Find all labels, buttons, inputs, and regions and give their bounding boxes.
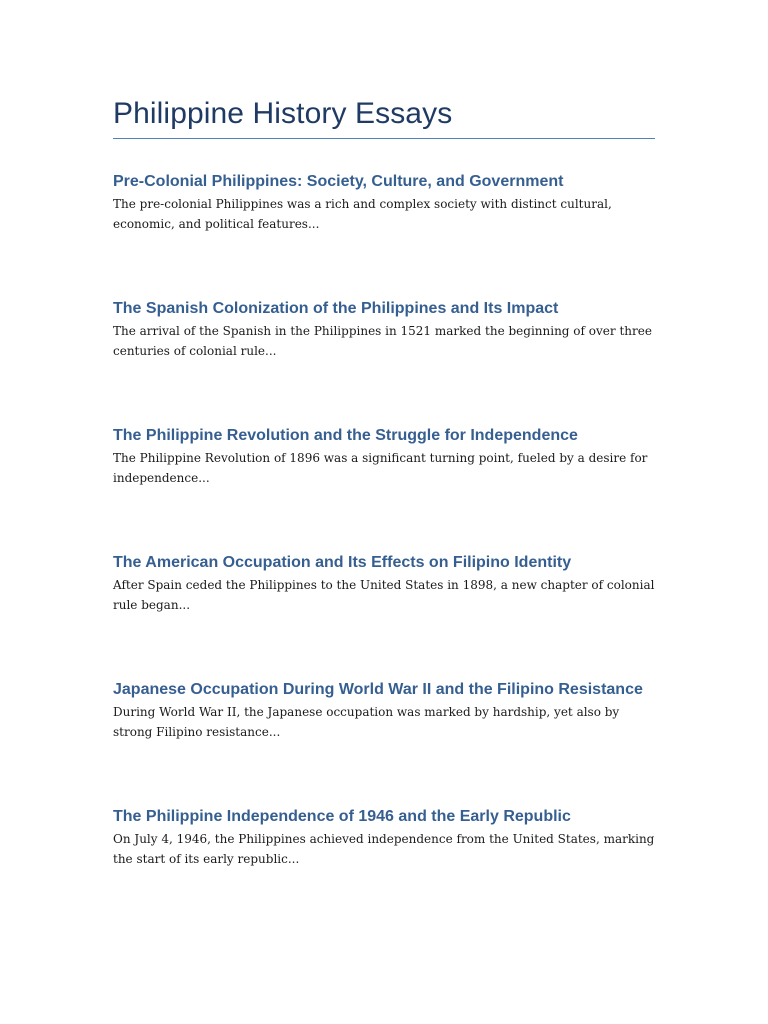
essay-heading: The Spanish Colonization of the Philippines and Its Impact <box>113 300 559 317</box>
essay-heading: Pre-Colonial Philippines: Society, Culture, and Government <box>113 173 564 190</box>
document-page <box>113 94 655 933</box>
essay-excerpt: During World War II, the Japanese occupation was marked by hardship, yet also by strong Filipino resistance... <box>113 705 620 739</box>
essay-item <box>113 552 655 679</box>
essay-excerpt: The pre-colonial Philippines was a rich and complex society with distinct cultural, economic, and political features... <box>113 197 612 231</box>
essay-heading: The Philippine Independence of 1946 and the Early Republic <box>113 808 571 825</box>
essay-heading: The American Occupation and Its Effects on Filipino Identity <box>113 554 572 571</box>
essay-excerpt: The arrival of the Spanish in the Philippines in 1521 marked the beginning of over three centuries of colonial rule... <box>113 324 652 358</box>
essay-excerpt: On July 4, 1946, the Philippines achieved independence from the United States, marking the start of its early republic... <box>113 832 655 866</box>
essay-item <box>113 679 655 806</box>
essay-excerpt: The Philippine Revolution of 1896 was a significant turning point, fueled by a desire for independence... <box>113 451 648 485</box>
essay-excerpt: After Spain ceded the Philippines to the United States in 1898, a new chapter of colonial rule began... <box>113 578 655 612</box>
document-title: Philippine History Essays <box>113 94 655 139</box>
essay-list <box>113 171 655 933</box>
essay-item <box>113 425 655 552</box>
essay-item <box>113 171 655 298</box>
essay-heading: Japanese Occupation During World War II and the Filipino Resistance <box>113 681 643 698</box>
essay-item <box>113 298 655 425</box>
essay-heading: The Philippine Revolution and the Struggle for Independence <box>113 427 578 444</box>
essay-item <box>113 806 655 933</box>
